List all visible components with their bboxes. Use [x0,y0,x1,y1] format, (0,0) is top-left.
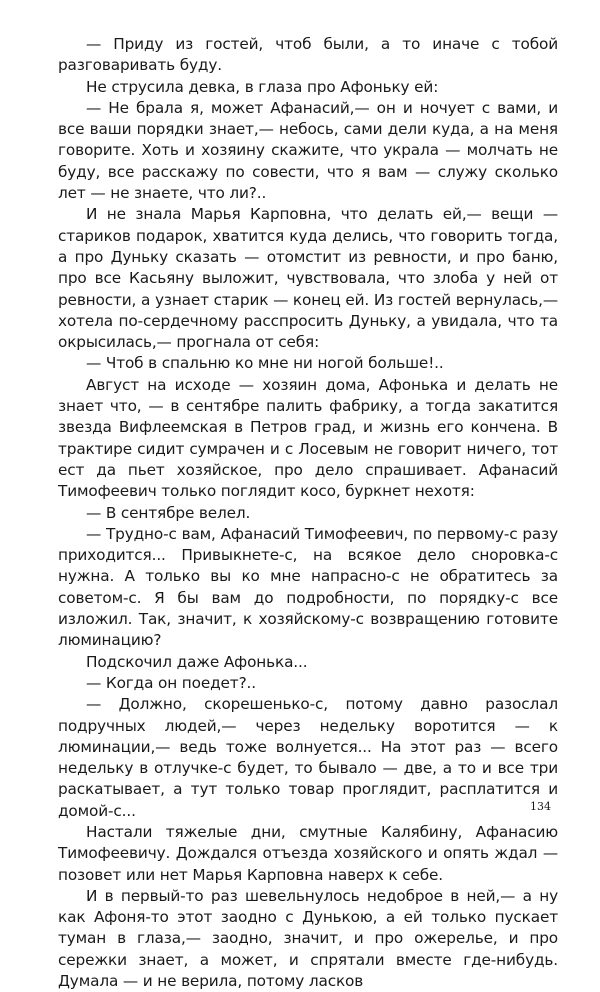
document-body [58,34,558,992]
paragraph: Август на исходе — хозяин дома, Афонька и делать не знает что, — в сентябре палить фабрику, а тогда закатится звезда Вифлеемская в Петров град, и жизнь его кончена. В трактире сидит сумрачен и с Лосевым не говорит ничего, тот ест да пьет хозяйское, про дело спрашивает. Афанасий Тимофеевич только поглядит косо, буркнет нехотя: [58,375,558,501]
paragraph: — Не брала я, может Афанасий,— он и ночует с вами, и все ваши порядки знает,— небось, сами дели куда, а на меня говорите. Хоть и хозяину скажите, что украла — молчать не буду, все расскажу по совести, что я вам — служу сколько лет — не знаете, что ли?.. [58,98,558,203]
paragraph: Подскочил даже Афонька... [86,652,308,671]
paragraph: — Приду из гостей, чтоб были, а то иначе с тобой разговаривать буду. [58,35,558,75]
paragraph: — Чтоб в спальню ко мне ни ногой больше!.. [86,354,444,373]
paragraph: — Когда он поедет?.. [86,673,256,692]
paragraph: — В сентябре велел. [86,503,251,522]
paragraph: Не струсила девка, в глаза про Афоньку ей: [86,77,439,96]
page-number: 134 [530,800,551,813]
paragraph: И не знала Марья Карповна, что делать ей,— вещи — стариков подарок, хватится куда делись, что говорить тогда, а про Дуньку сказать — отомстит из ревности, и про баню, про все Касьяну выложит, чувствовала, что злоба у ней от ревности, а узнает старик — конец ей. Из гостей вернулась,— хотела по-сердечному расспросить Дуньку, а увидала, что та окрысилась,— прогнала от себя: [58,205,558,352]
paragraph: Настали тяжелые дни, смутные Калябину, Афанасию Тимофеевичу. Дождался отъезда хозяйского и опять ждал — позовет или нет Марья Карповна наверх к себе. [58,822,558,884]
paragraph: — Должно, скорешенько-с, потому давно разослал подручных людей,— через недельку воротится — к люминации,— ведь тоже волнуется... На этот раз — всего недельку в отлучке-с будет, то бывало — две, а то и все три раскатывает, а тут только товар проглядит, расплатится и домой-с... [58,695,558,820]
paragraph: — Трудно-с вам, Афанасий Тимофеевич, по первому-с разу приходится... Привыкнете-с, на всякое дело сноровка-с нужна. А только вы ко мне напрасно-с не обратитесь за советом-с. Я бы вам до подробности, по порядку-с все изложил. Так, значит, к хозяйскому-с возвращению готовите люминацию? [58,524,558,650]
paragraph: И в первый-то раз шевельнулось недоброе в ней,— а ну как Афоня-то этот заодно с Дунькою, а ей только пускает туман в глаза,— заодно, значит, и про ожерелье, и про сережки знает, а может, и спрятали вместе где-нибудь. Думала — и не верила, потому ласков [58,886,558,991]
